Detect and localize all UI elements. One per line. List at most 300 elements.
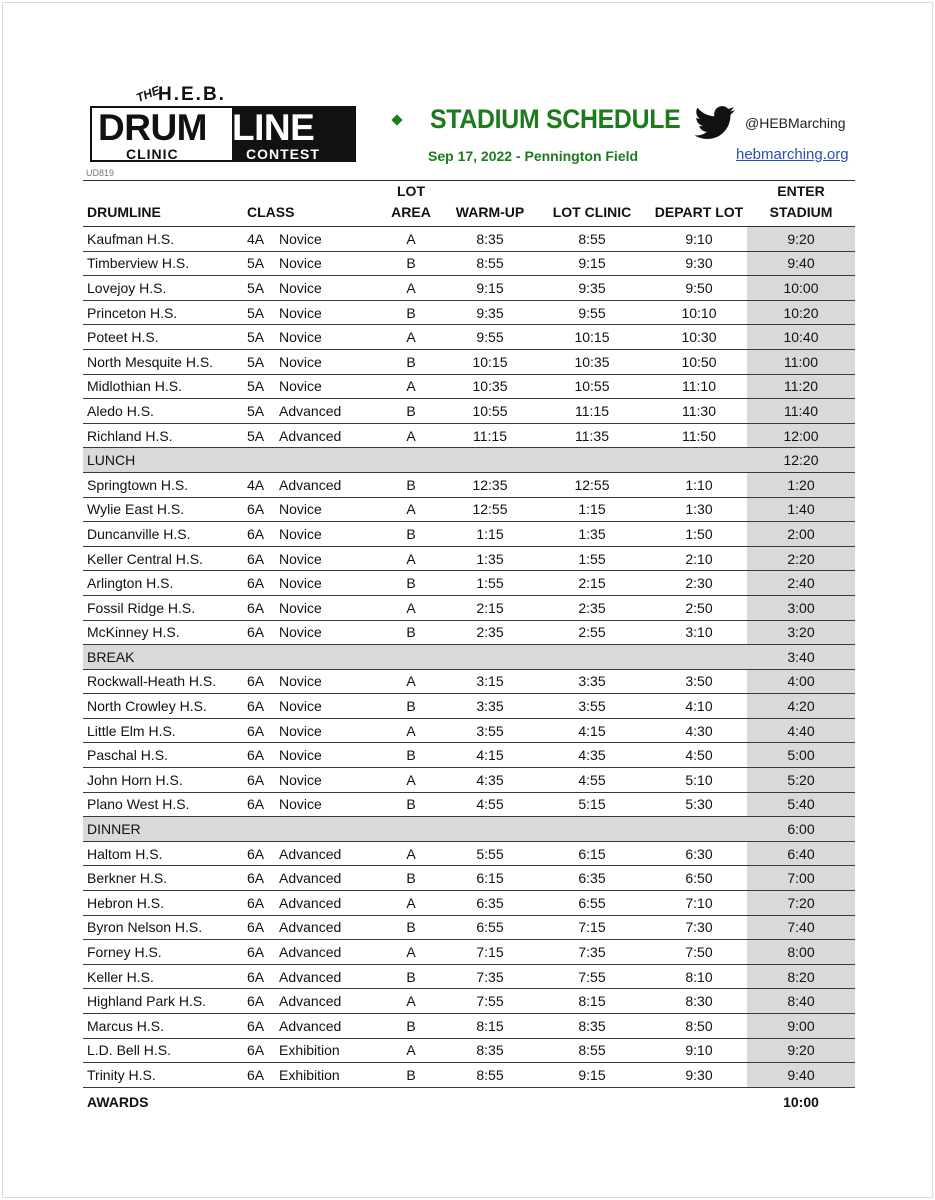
depart-lot-time: 4:10 [651,694,747,719]
table-row [83,620,855,645]
lot-area: A [375,595,447,620]
col-header-enter-stadium-line1: ENTER [777,183,825,199]
awards-row [83,1087,855,1113]
drumline-name: Springtown H.S. [83,472,247,497]
lot-clinic-time: 11:35 [533,423,651,448]
col-header-class: CLASS [247,181,375,227]
table-row [83,227,855,252]
class-size: 4A [247,476,265,493]
warmup-time: 6:55 [447,915,533,940]
lot-clinic-time: 2:55 [533,620,651,645]
class-size: 5A [247,402,265,419]
col-header-enter-stadium-line2: STADIUM [769,204,833,220]
class-cell [247,546,375,571]
twitter-bird-icon [694,106,736,140]
depart-lot-time: 6:30 [651,841,747,866]
lot-clinic-time: 7:15 [533,915,651,940]
depart-lot-time: 1:50 [651,522,747,547]
enter-stadium-time: 1:40 [747,497,855,522]
enter-stadium-time: 4:20 [747,694,855,719]
table-row [83,251,855,276]
depart-lot-time: 5:10 [651,768,747,793]
drumline-name: Keller H.S. [83,964,247,989]
table-row [83,399,855,424]
class-cell [247,866,375,891]
drumline-name: Little Elm H.S. [83,718,247,743]
enter-stadium-time: 5:20 [747,768,855,793]
lot-area: A [375,546,447,571]
class-size: 6A [247,870,265,887]
depart-lot-time: 5:30 [651,792,747,817]
break-label: DINNER [83,817,747,842]
enter-stadium-time: 4:40 [747,718,855,743]
class-size: 6A [247,1017,265,1034]
logo-contest-text: CONTEST [246,146,320,162]
lot-area: B [375,743,447,768]
class-size: 6A [247,993,265,1010]
lot-clinic-time: 4:35 [533,743,651,768]
class-level: Novice [279,304,322,321]
class-cell [247,423,375,448]
break-label: LUNCH [83,448,747,473]
lot-clinic-time: 2:15 [533,571,651,596]
drumline-name: Arlington H.S. [83,571,247,596]
lot-area: B [375,964,447,989]
warmup-time: 9:15 [447,276,533,301]
class-level: Advanced [279,476,342,493]
lot-clinic-time: 8:55 [533,1038,651,1063]
warmup-time: 10:35 [447,374,533,399]
lot-area: A [375,989,447,1014]
lot-clinic-time: 6:15 [533,841,651,866]
table-row [83,669,855,694]
enter-stadium-time: 9:00 [747,1014,855,1039]
class-size: 5A [247,304,265,321]
warmup-time: 3:35 [447,694,533,719]
class-size: 6A [247,550,265,567]
class-cell [247,669,375,694]
lot-area: A [375,497,447,522]
lot-area: B [375,792,447,817]
class-size: 5A [247,255,265,272]
page-title: STADIUM SCHEDULE [430,104,681,134]
class-level: Novice [279,624,322,641]
class-cell [247,227,375,252]
depart-lot-time: 9:30 [651,1063,747,1088]
table-row [83,423,855,448]
warmup-time: 9:35 [447,300,533,325]
depart-lot-time: 10:50 [651,349,747,374]
drumline-name: Duncanville H.S. [83,522,247,547]
logo-box [90,106,356,162]
lot-area: A [375,276,447,301]
class-size: 5A [247,427,265,444]
depart-lot-time: 11:10 [651,374,747,399]
schedule-table [83,180,855,1113]
table-row [83,1038,855,1063]
table-row [83,595,855,620]
depart-lot-time: 11:30 [651,399,747,424]
drumline-name: North Crowley H.S. [83,694,247,719]
table-row [83,768,855,793]
class-cell [247,497,375,522]
class-level: Novice [279,353,322,370]
depart-lot-time: 9:10 [651,227,747,252]
lot-clinic-time: 8:15 [533,989,651,1014]
break-row [83,645,855,670]
table-row [83,792,855,817]
depart-lot-time: 3:10 [651,620,747,645]
class-cell [247,915,375,940]
warmup-time: 7:35 [447,964,533,989]
class-level: Advanced [279,402,342,419]
lot-area: B [375,571,447,596]
enter-stadium-time: 4:00 [747,669,855,694]
logo-drum-text: DRUM [98,107,207,148]
break-label: BREAK [83,645,747,670]
table-row [83,522,855,547]
lot-clinic-time: 4:55 [533,768,651,793]
table-row [83,718,855,743]
lot-clinic-time: 9:55 [533,300,651,325]
class-cell [247,349,375,374]
class-level: Novice [279,525,322,542]
enter-stadium-time: 9:20 [747,227,855,252]
table-row [83,276,855,301]
depart-lot-time: 11:50 [651,423,747,448]
logo-line-text: LINE [232,107,315,148]
drumline-name: Poteet H.S. [83,325,247,350]
table-row [83,1014,855,1039]
lot-clinic-time: 3:35 [533,669,651,694]
class-cell [247,964,375,989]
break-row [83,448,855,473]
class-level: Exhibition [279,1066,340,1083]
col-header-warmup: WARM-UP [447,181,533,227]
enter-stadium-time: 5:40 [747,792,855,817]
class-cell [247,472,375,497]
depart-lot-time: 1:10 [651,472,747,497]
break-row [83,817,855,842]
drumline-name: Princeton H.S. [83,300,247,325]
drumline-name: Keller Central H.S. [83,546,247,571]
depart-lot-time: 1:30 [651,497,747,522]
drumline-name: Haltom H.S. [83,841,247,866]
lot-area: A [375,374,447,399]
logo-the-text: THE [134,83,162,105]
depart-lot-time: 6:50 [651,866,747,891]
awards-time: 10:00 [783,1093,819,1110]
lot-clinic-time: 3:55 [533,694,651,719]
lot-clinic-time: 9:35 [533,276,651,301]
class-level: Novice [279,230,322,247]
enter-stadium-time: 6:00 [747,817,855,842]
warmup-time: 1:55 [447,571,533,596]
warmup-time: 1:15 [447,522,533,547]
warmup-time: 10:15 [447,349,533,374]
enter-stadium-time: 3:40 [747,645,855,670]
class-level: Novice [279,329,322,346]
lot-clinic-time: 11:15 [533,399,651,424]
class-cell [247,768,375,793]
enter-stadium-time: 3:20 [747,620,855,645]
enter-stadium-time: 10:00 [747,276,855,301]
depart-lot-time: 7:10 [651,891,747,916]
lot-area: A [375,768,447,793]
enter-stadium-time: 2:40 [747,571,855,596]
drumline-contest-logo [90,83,362,168]
class-size: 6A [247,894,265,911]
enter-stadium-time: 12:00 [747,423,855,448]
class-cell [247,620,375,645]
depart-lot-time: 4:30 [651,718,747,743]
depart-lot-time: 2:10 [651,546,747,571]
lot-area: A [375,718,447,743]
class-level: Novice [279,722,322,739]
col-header-lot-area-line2: AREA [391,204,431,220]
class-cell [247,891,375,916]
depart-lot-time: 7:50 [651,940,747,965]
lot-area: A [375,325,447,350]
enter-stadium-time: 8:40 [747,989,855,1014]
table-row [83,1063,855,1088]
warmup-time: 4:15 [447,743,533,768]
class-size: 6A [247,845,265,862]
class-size: 6A [247,919,265,936]
class-level: Novice [279,279,322,296]
class-size: 6A [247,771,265,788]
warmup-time: 3:55 [447,718,533,743]
table-row [83,866,855,891]
class-level: Novice [279,550,322,567]
logo-clinic-text: CLINIC [126,146,179,162]
drumline-name: Kaufman H.S. [83,227,247,252]
enter-stadium-time: 2:00 [747,522,855,547]
table-row [83,915,855,940]
class-size: 6A [247,944,265,961]
lot-area: A [375,891,447,916]
warmup-time: 8:35 [447,227,533,252]
warmup-time: 12:55 [447,497,533,522]
enter-stadium-time: 12:20 [747,448,855,473]
table-row [83,940,855,965]
lot-area: A [375,841,447,866]
lot-area: B [375,694,447,719]
enter-stadium-time: 2:20 [747,546,855,571]
table-row [83,497,855,522]
lot-clinic-time: 1:15 [533,497,651,522]
lot-area: B [375,300,447,325]
enter-stadium-time: 11:00 [747,349,855,374]
class-size: 6A [247,698,265,715]
lot-clinic-time: 5:15 [533,792,651,817]
class-size: 4A [247,230,265,247]
class-cell [247,571,375,596]
depart-lot-time: 8:30 [651,989,747,1014]
class-cell [247,595,375,620]
class-size: 6A [247,1042,265,1059]
twitter-handle: @HEBMarching [745,115,846,131]
class-size: 6A [247,673,265,690]
lot-clinic-time: 8:35 [533,1014,651,1039]
drumline-name: Byron Nelson H.S. [83,915,247,940]
lot-area: B [375,349,447,374]
depart-lot-time: 3:50 [651,669,747,694]
class-level: Advanced [279,1017,342,1034]
table-row [83,571,855,596]
col-header-enter-stadium [747,181,855,227]
warmup-time: 2:35 [447,620,533,645]
drumline-name: Forney H.S. [83,940,247,965]
enter-stadium-time: 11:20 [747,374,855,399]
drumline-name: Highland Park H.S. [83,989,247,1014]
table-row [83,349,855,374]
depart-lot-time: 10:30 [651,325,747,350]
class-size: 6A [247,624,265,641]
table-row [83,989,855,1014]
drumline-name: Wylie East H.S. [83,497,247,522]
enter-stadium-time: 11:40 [747,399,855,424]
drumline-name: Lovejoy H.S. [83,276,247,301]
warmup-time: 2:15 [447,595,533,620]
lot-clinic-time: 9:15 [533,251,651,276]
class-level: Advanced [279,427,342,444]
drumline-name: Hebron H.S. [83,891,247,916]
website-link[interactable]: hebmarching.org [736,146,849,163]
class-level: Novice [279,771,322,788]
col-header-depart-lot: DEPART LOT [651,181,747,227]
enter-stadium-time: 10:20 [747,300,855,325]
table-row [83,964,855,989]
enter-stadium-time: 9:40 [747,251,855,276]
lot-area: B [375,915,447,940]
event-date-venue: Sep 17, 2022 - Pennington Field [428,148,639,164]
depart-lot-time: 7:30 [651,915,747,940]
warmup-time: 4:55 [447,792,533,817]
enter-stadium-time: 6:40 [747,841,855,866]
enter-stadium-time: 7:20 [747,891,855,916]
depart-lot-time: 9:50 [651,276,747,301]
logo-heb-text: H.E.B. [158,84,226,105]
awards-label: AWARDS [87,1093,149,1110]
class-cell [247,399,375,424]
lot-area: A [375,423,447,448]
warmup-time: 8:35 [447,1038,533,1063]
warmup-time: 6:15 [447,866,533,891]
class-level: Advanced [279,870,342,887]
drumline-name: Timberview H.S. [83,251,247,276]
class-level: Novice [279,599,322,616]
lot-area: B [375,620,447,645]
drumline-name: Fossil Ridge H.S. [83,595,247,620]
class-level: Advanced [279,919,342,936]
class-level: Novice [279,747,322,764]
drumline-name: Aledo H.S. [83,399,247,424]
class-size: 6A [247,722,265,739]
col-header-drumline: DRUMLINE [83,181,247,227]
depart-lot-time: 2:30 [651,571,747,596]
class-cell [247,374,375,399]
drumline-name: Paschal H.S. [83,743,247,768]
warmup-time: 4:35 [447,768,533,793]
lot-clinic-time: 10:55 [533,374,651,399]
table-row [83,841,855,866]
lot-clinic-time: 10:35 [533,349,651,374]
class-cell [247,989,375,1014]
lot-clinic-time: 12:55 [533,472,651,497]
warmup-time: 8:55 [447,251,533,276]
lot-area: B [375,251,447,276]
drumline-name: John Horn H.S. [83,768,247,793]
table-row [83,472,855,497]
warmup-time: 8:55 [447,1063,533,1088]
class-size: 6A [247,501,265,518]
table-row [83,546,855,571]
class-level: Advanced [279,944,342,961]
class-cell [247,325,375,350]
drumline-name: McKinney H.S. [83,620,247,645]
lot-clinic-time: 7:35 [533,940,651,965]
class-cell [247,251,375,276]
enter-stadium-time: 7:40 [747,915,855,940]
class-cell [247,300,375,325]
class-cell [247,522,375,547]
col-header-lot-clinic: LOT CLINIC [533,181,651,227]
lot-clinic-time: 6:55 [533,891,651,916]
lot-area: B [375,399,447,424]
drumline-name: Rockwall-Heath H.S. [83,669,247,694]
class-size: 6A [247,525,265,542]
depart-lot-time: 9:30 [651,251,747,276]
depart-lot-time: 2:50 [651,595,747,620]
class-size: 6A [247,747,265,764]
schedule-body [83,227,855,1114]
enter-stadium-time: 3:00 [747,595,855,620]
class-level: Novice [279,698,322,715]
warmup-time: 12:35 [447,472,533,497]
enter-stadium-time: 9:40 [747,1063,855,1088]
lot-area: A [375,1038,447,1063]
lot-clinic-time: 1:55 [533,546,651,571]
class-level: Advanced [279,993,342,1010]
class-size: 6A [247,575,265,592]
depart-lot-time: 4:50 [651,743,747,768]
lot-clinic-time: 1:35 [533,522,651,547]
enter-stadium-time: 10:40 [747,325,855,350]
class-level: Advanced [279,894,342,911]
class-size: 6A [247,599,265,616]
lot-clinic-time: 9:15 [533,1063,651,1088]
warmup-time: 9:55 [447,325,533,350]
drumline-name: Midlothian H.S. [83,374,247,399]
class-level: Novice [279,378,322,395]
class-cell [247,694,375,719]
logo-line-block [232,108,356,162]
depart-lot-time: 10:10 [651,300,747,325]
warmup-time: 11:15 [447,423,533,448]
class-cell [247,940,375,965]
class-size: 6A [247,1066,265,1083]
depart-lot-time: 8:10 [651,964,747,989]
drumline-name: Plano West H.S. [83,792,247,817]
lot-clinic-time: 4:15 [533,718,651,743]
class-cell [247,1014,375,1039]
class-size: 5A [247,329,265,346]
lot-area: B [375,522,447,547]
class-size: 6A [247,796,265,813]
class-cell [247,743,375,768]
lot-clinic-time: 10:15 [533,325,651,350]
